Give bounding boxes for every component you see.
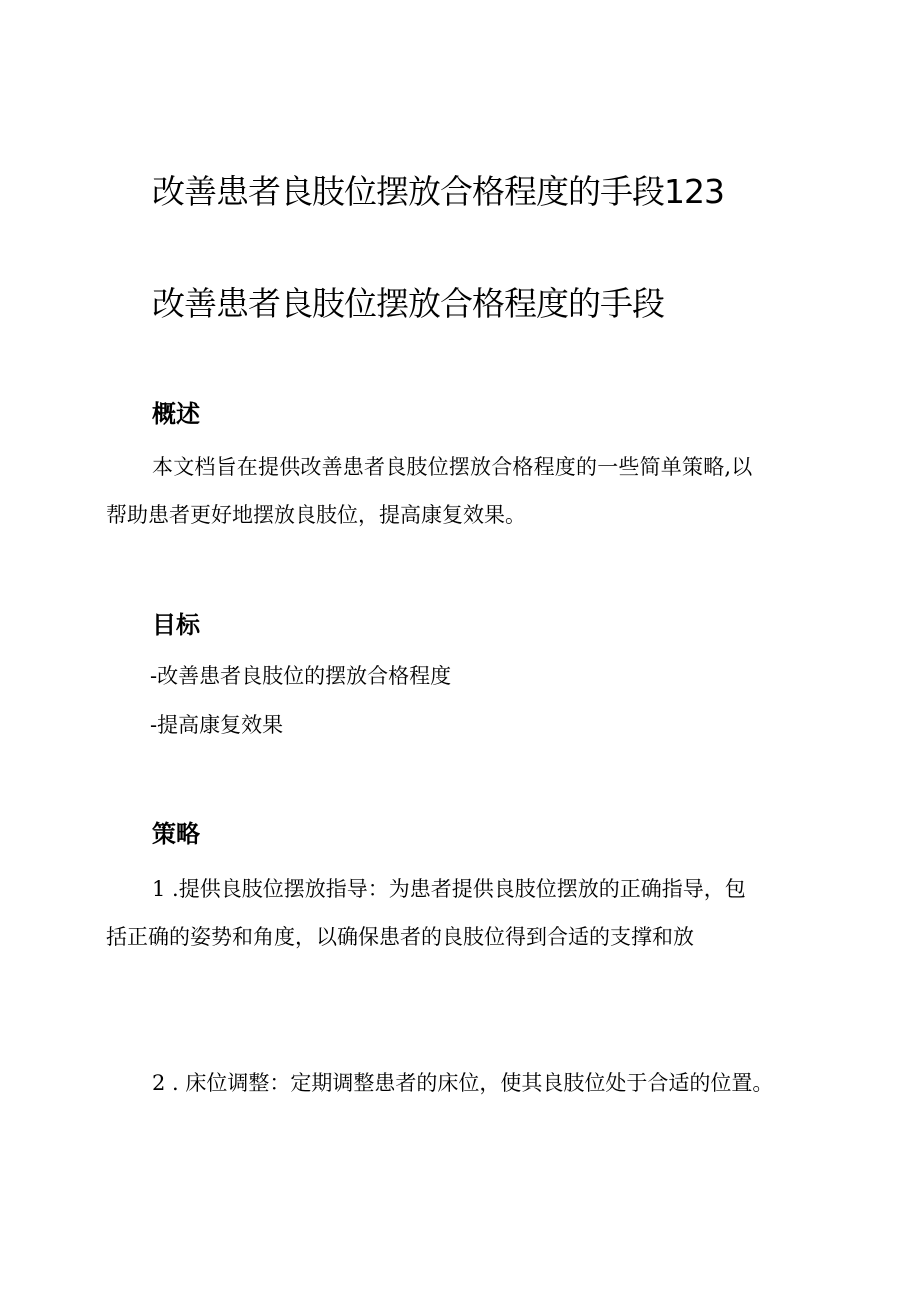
goal-item-2: -提高康复效果 <box>150 713 284 737</box>
strategy-item-1-line-1: 1 .提供良肢位摆放指导：为患者提供良肢位摆放的正确指导，包 <box>152 877 746 901</box>
strategy-heading: 策略 <box>152 820 200 848</box>
overview-heading: 概述 <box>152 400 200 428</box>
strategy-item-2: 2 . 床位调整：定期调整患者的床位，使其良肢位处于合适的位置。 <box>152 1071 774 1095</box>
strategy-item-1-line-2: 括正确的姿势和角度，以确保患者的良肢位得到合适的支撑和放 <box>106 925 694 949</box>
overview-text-line-1: 本文档旨在提供改善患者良肢位摆放合格程度的一些简单策略,以 <box>152 455 753 479</box>
document-subtitle: 改善患者良肢位摆放合格程度的手段 <box>152 284 664 323</box>
document-title: 改善患者良肢位摆放合格程度的手段123 <box>152 172 724 211</box>
goal-item-1: -改善患者良肢位的摆放合格程度 <box>150 664 452 688</box>
goals-heading: 目标 <box>152 611 200 639</box>
overview-text-line-2: 帮助患者更好地摆放良肢位，提高康复效果。 <box>106 503 526 527</box>
